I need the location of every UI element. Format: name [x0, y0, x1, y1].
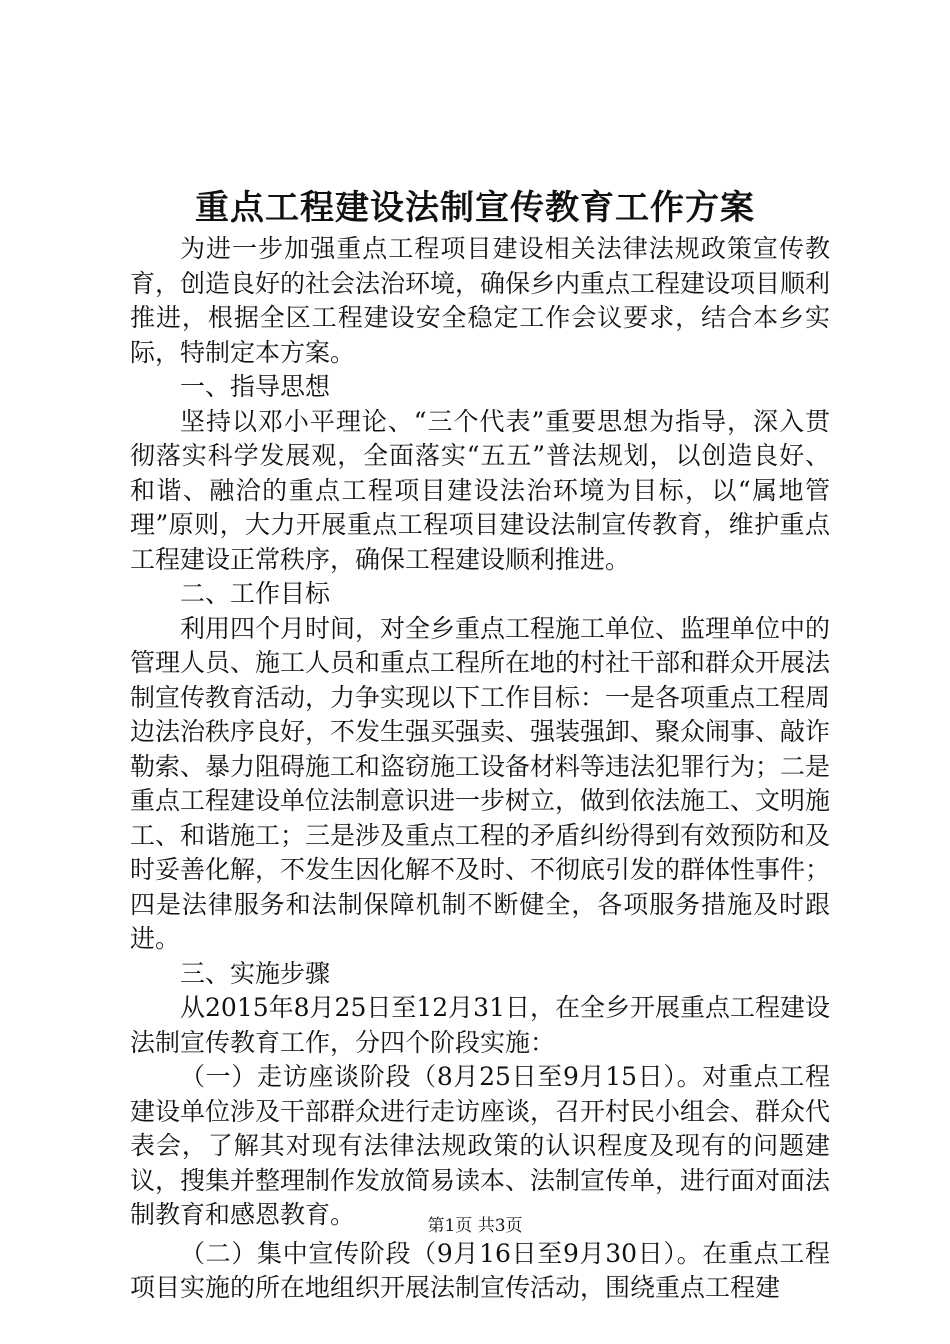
page-number: 第1页 共3页 — [427, 1216, 523, 1236]
implementation-steps-paragraph: 从2015年8月25日至12月31日，在全乡开展重点工程建设法制宣传教育工作，分四个阶段实施： — [130, 993, 830, 1057]
section-heading-implementation-steps: 三、实施步骤 — [180, 958, 331, 988]
document-body — [130, 232, 830, 1306]
work-goals-paragraph: 利用四个月时间，对全乡重点工程施工单位、监理单位中的管理人员、施工人员和重点工程所在地的村社干部和群众开展法制宣传教育活动，力争实现以下工作目标：一是各项重点工程周边法治秩序良好，不发生强买强卖、强装强卸、聚众闹事、敲诈勒索、暴力阻碍施工和盗窃施工设备材料等违法犯罪行为；二是重点工程建设单位法制意识进一步树立，做到依法施工、文明施工、和谐施工；三是涉及重点工程的矛盾纠纷得到有效预防和及时妥善化解，不发生因化解不及时、不彻底引发的群体性事件；四是法律服务和法制保障机制不断健全，各项服务措施及时跟进。 — [130, 613, 831, 953]
document-title: 重点工程建设法制宣传教育工作方案 — [195, 188, 755, 228]
intro-paragraph: 为进一步加强重点工程项目建设相关法律法规政策宣传教育，创造良好的社会法治环境，确保乡内重点工程建设项目顺利推进，根据全区工程建设安全稳定工作会议要求，结合本乡实际，特制定本方案。 — [130, 234, 831, 367]
section-heading-guiding-ideology: 一、指导思想 — [180, 372, 331, 401]
step-two-paragraph: （二）集中宣传阶段（9月16日至9月30日）。在重点工程项目实施的所在地组织开展法制宣传活动，围绕重点工程建 — [130, 1238, 830, 1302]
step-one-paragraph: （一）走访座谈阶段（8月25日至9月15日）。对重点工程建设单位涉及干部群众进行走访座谈，召开村民小组会、群众代表会，了解其对现有法律法规政策的认识程度及现有的问题建议，搜集并整理制作发放简易读本、法制宣传单，进行面对面法制教育和感恩教育。 — [130, 1062, 831, 1229]
guiding-ideology-paragraph: 坚持以邓小平理论、“三个代表”重要思想为指导，深入贯彻落实科学发展观，全面落实“五五”普法规划，以创造良好、和谐、融洽的重点工程项目建设法治环境为目标，以“属地管理”原则，大力开展重点工程项目建设法制宣传教育，维护重点工程建设正常秩序，确保工程建设顺利推进。 — [130, 406, 830, 574]
section-heading-work-goals: 二、工作目标 — [180, 579, 331, 608]
